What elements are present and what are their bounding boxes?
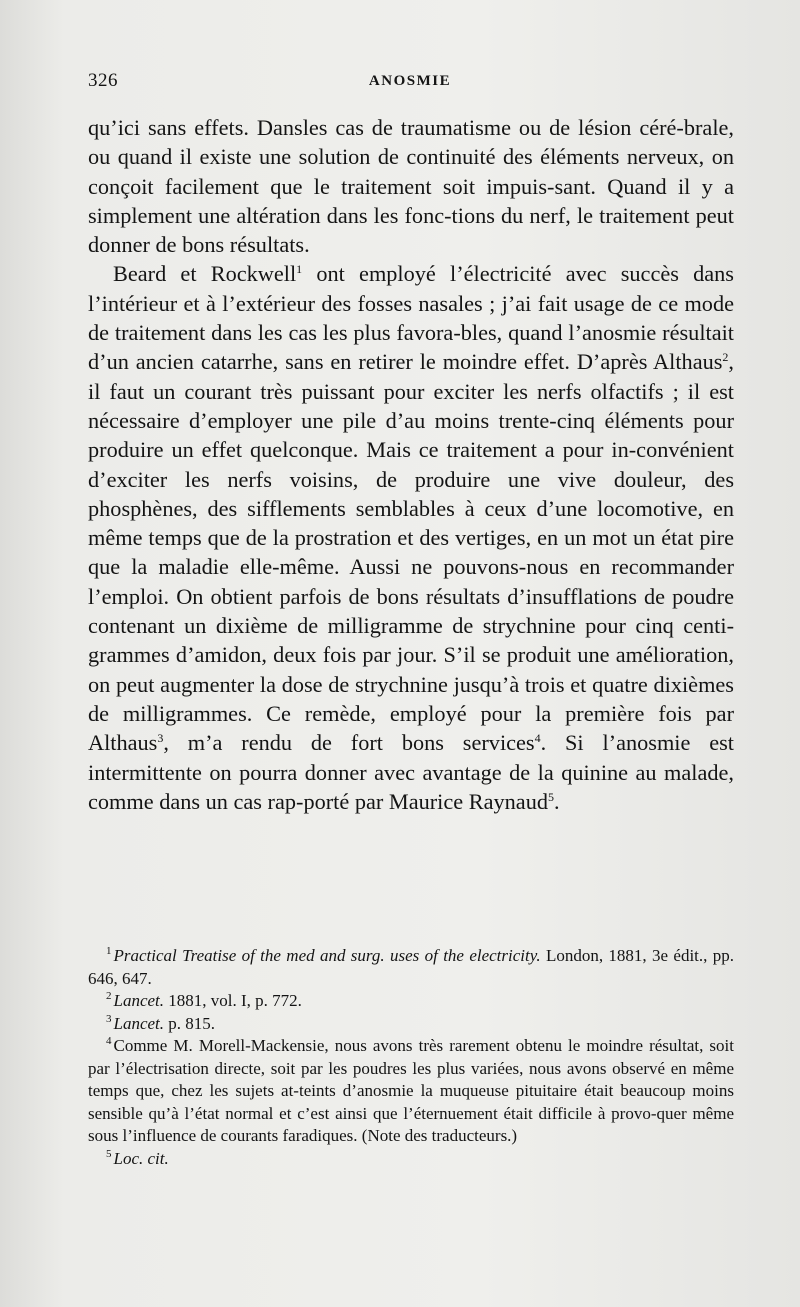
footnote-ref: 4: [534, 731, 541, 746]
page-number: 326: [88, 70, 118, 91]
running-title: ANOSMIE: [368, 73, 452, 89]
footnote: [88, 945, 734, 990]
paragraph: [88, 113, 734, 259]
footnote: [88, 990, 734, 1013]
footnote-text: London, 1881, 3e édit., pp. 646, 647.: [88, 946, 734, 988]
footnote-ref: 3: [157, 731, 164, 746]
footnote: [88, 1148, 734, 1171]
footnote-text: 1881, vol. I, p. 772.: [164, 991, 302, 1010]
paragraph-text: ont employé l’électricité avec succès dans l’intérieur et à l’extérieur des fosses nasales ; j’ai fait usage de ce mode de traitement dans les cas les plus favora-bles, quand l’anosmie résultait d’un ancien catarrhe, sans en retirer le moindre effet. D’après Althaus: [88, 261, 734, 375]
footnote-ref: 5: [548, 789, 555, 804]
footnote-ref: 2: [722, 350, 729, 365]
footnote: [88, 1013, 734, 1036]
paragraph-text: Beard et Rockwell: [113, 261, 297, 287]
footnote-mark: 4: [106, 1035, 112, 1047]
footnote-citation: Practical Treatise of the med and surg. uses of the electricity.: [113, 946, 541, 965]
footnote-citation: Loc. cit.: [113, 1148, 169, 1168]
footnotes: [88, 945, 734, 1170]
footnote-mark: 1: [106, 945, 112, 957]
paragraph-text: , m’a rendu de fort bons services: [163, 730, 535, 756]
paragraph-text: . Si l’anosmie est intermittente on pourra donner avec avantage de la quinine au malade, comme dans un cas rap-porté par Maurice Raynaud: [88, 730, 734, 814]
footnote: [88, 1035, 734, 1148]
footnote-text: p. 815.: [164, 1013, 216, 1033]
body-text: [88, 113, 734, 816]
page-header: [88, 70, 732, 100]
footnote-mark: 2: [106, 990, 112, 1002]
footnote-text: Comme M. Morell-Mackensie, nous avons très rarement obtenu le moindre résultat, soit par l’électrisation directe, soit par les poudres les plus variées, nous avons observé en même temps que, chez les sujets at-teints d’anosmie la muqueuse pituitaire était beaucoup moins sensible qu’à l’état normal et c’est ainsi que l’éternuement était difficile à provo-quer même sous l’influence de courants faradiques. (Note des traducteurs.): [88, 1036, 734, 1145]
paragraph-text: qu’ici sans effets. Dansles cas de traumatisme ou de lésion céré-brale, ou quand il existe une solution de continuité des éléments nerveux, on conçoit facilement que le traitement soit impuis-sant. Quand il y a simplement une altération dans les fonc-tions du nerf, le traitement peut donner de bons résultats.: [88, 115, 734, 258]
paragraph-text: .: [554, 788, 560, 814]
footnote-mark: 5: [106, 1147, 112, 1160]
footnote-citation: Lancet.: [113, 1013, 165, 1033]
footnote-citation: Lancet.: [113, 991, 165, 1010]
footnote-ref: 1: [296, 262, 303, 277]
paragraph: [88, 259, 734, 816]
footnote-mark: 3: [106, 1012, 112, 1025]
paragraph-text: , il faut un courant très puissant pour exciter les nerfs olfactifs ; il est nécessaire d’employer une pile d’au moins trente-cinq éléments pour produire un effet quelconque. Mais ce traitement a pour in-convénient d’exciter les nerfs voisins, de produire une vive douleur, des phosphènes, des sifflements semblables à ceux d’une locomotive, en même temps que de la prostration et des vertiges, en un mot un état pire que la maladie elle-même. Aussi ne pouvons-nous en recommander l’emploi. On obtient parfois de bons résultats d’insufflations de poudre contenant un dixième de milligramme de strychnine pour cinq centi-grammes d’amidon, deux fois par jour. S’il se produit une amélioration, on peut augmenter la dose de strychnine jusqu’à trois et quatre dixièmes de milligrammes. Ce remède, employé pour la première fois par Althaus: [88, 349, 734, 756]
